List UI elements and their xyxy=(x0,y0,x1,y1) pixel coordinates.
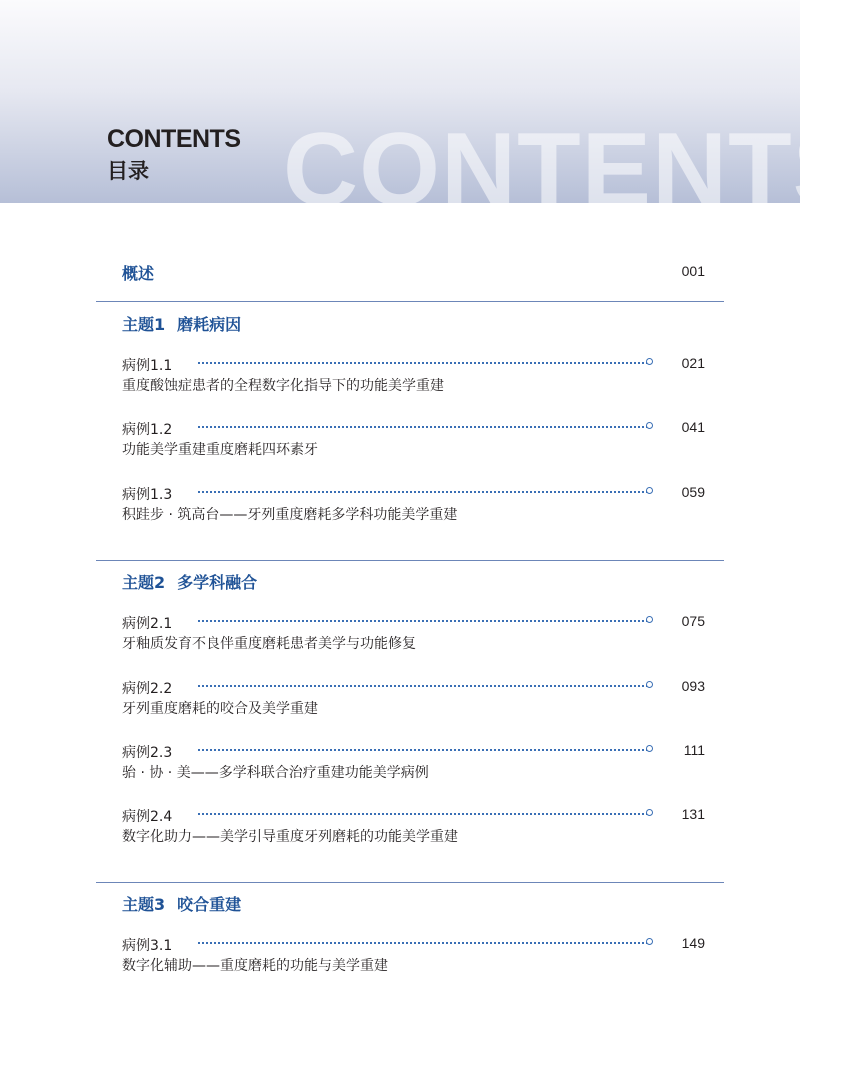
page-title-cn: 目录 xyxy=(107,159,149,183)
section-heading[interactable] xyxy=(122,312,241,335)
section-name: 多学科融合 xyxy=(177,573,258,592)
contents-watermark: CONTENTS xyxy=(283,112,863,228)
toc-entry[interactable] xyxy=(122,742,705,786)
dot-leader xyxy=(198,813,648,815)
section-number: 主题1 xyxy=(122,315,166,334)
dot-leader xyxy=(198,426,648,428)
section-name: 咬合重建 xyxy=(177,895,242,914)
leader-end-circle xyxy=(646,358,653,365)
section-number: 主题2 xyxy=(122,573,166,592)
entry-title: 积跬步 · 筑高台——牙列重度磨耗多学科功能美学重建 xyxy=(122,507,458,523)
toc-entry[interactable] xyxy=(122,419,705,463)
entry-title: 功能美学重建重度磨耗四环素牙 xyxy=(122,442,318,458)
entry-label: 病例2.4 xyxy=(122,809,173,825)
page-number: 111 xyxy=(683,742,705,758)
dot-leader xyxy=(198,942,648,944)
page-number: 059 xyxy=(681,484,705,500)
section-heading[interactable] xyxy=(122,892,241,915)
toc-entry[interactable] xyxy=(122,935,705,979)
entry-label: 病例2.2 xyxy=(122,681,173,697)
toc-entry[interactable] xyxy=(122,613,705,657)
header-band xyxy=(0,0,863,228)
section-divider xyxy=(96,560,724,561)
entry-title: 牙釉质发育不良伴重度磨耗患者美学与功能修复 xyxy=(122,636,416,652)
toc-entry[interactable] xyxy=(122,806,705,850)
section-divider xyxy=(96,301,724,302)
entry-label: 病例2.3 xyxy=(122,745,173,761)
dot-leader xyxy=(198,362,648,364)
section-name: 磨耗病因 xyxy=(177,315,242,334)
page-number: 075 xyxy=(681,613,705,629)
page-title-en: CONTENTS xyxy=(107,125,241,153)
leader-end-circle xyxy=(646,809,653,816)
entry-title: 骀 · 协 · 美——多学科联合治疗重建功能美学病例 xyxy=(122,765,429,781)
leader-end-circle xyxy=(646,487,653,494)
entry-label: 病例3.1 xyxy=(122,938,173,954)
entry-label: 病例1.1 xyxy=(122,358,173,374)
entry-title: 牙列重度磨耗的咬合及美学重建 xyxy=(122,701,318,717)
dot-leader xyxy=(198,620,648,622)
entry-label: 病例2.1 xyxy=(122,616,173,632)
section-number: 主题3 xyxy=(122,895,166,914)
leader-end-circle xyxy=(646,938,653,945)
leader-end-circle xyxy=(646,745,653,752)
entry-title: 数字化助力——美学引导重度牙列磨耗的功能美学重建 xyxy=(122,829,458,845)
entry-title: 重度酸蚀症患者的全程数字化指导下的功能美学重建 xyxy=(122,378,444,394)
section-heading[interactable] xyxy=(122,570,257,593)
page-number: 093 xyxy=(681,678,705,694)
overview-label: 概述 xyxy=(122,264,155,283)
leader-end-circle xyxy=(646,681,653,688)
page-number: 001 xyxy=(681,263,705,279)
toc-overview[interactable] xyxy=(122,261,705,283)
entry-title: 数字化辅助——重度磨耗的功能与美学重建 xyxy=(122,958,388,974)
leader-end-circle xyxy=(646,422,653,429)
entry-label: 病例1.3 xyxy=(122,487,173,503)
page-number: 149 xyxy=(681,935,705,951)
section-divider xyxy=(96,882,724,883)
page-number: 041 xyxy=(681,419,705,435)
dot-leader xyxy=(198,749,648,751)
toc-entry[interactable] xyxy=(122,678,705,722)
entry-label: 病例1.2 xyxy=(122,422,173,438)
dot-leader xyxy=(198,491,648,493)
leader-end-circle xyxy=(646,616,653,623)
toc-entry[interactable] xyxy=(122,484,705,528)
page-number: 131 xyxy=(681,806,705,822)
toc-entry[interactable] xyxy=(122,355,705,399)
page-number: 021 xyxy=(681,355,705,371)
dot-leader xyxy=(198,685,648,687)
